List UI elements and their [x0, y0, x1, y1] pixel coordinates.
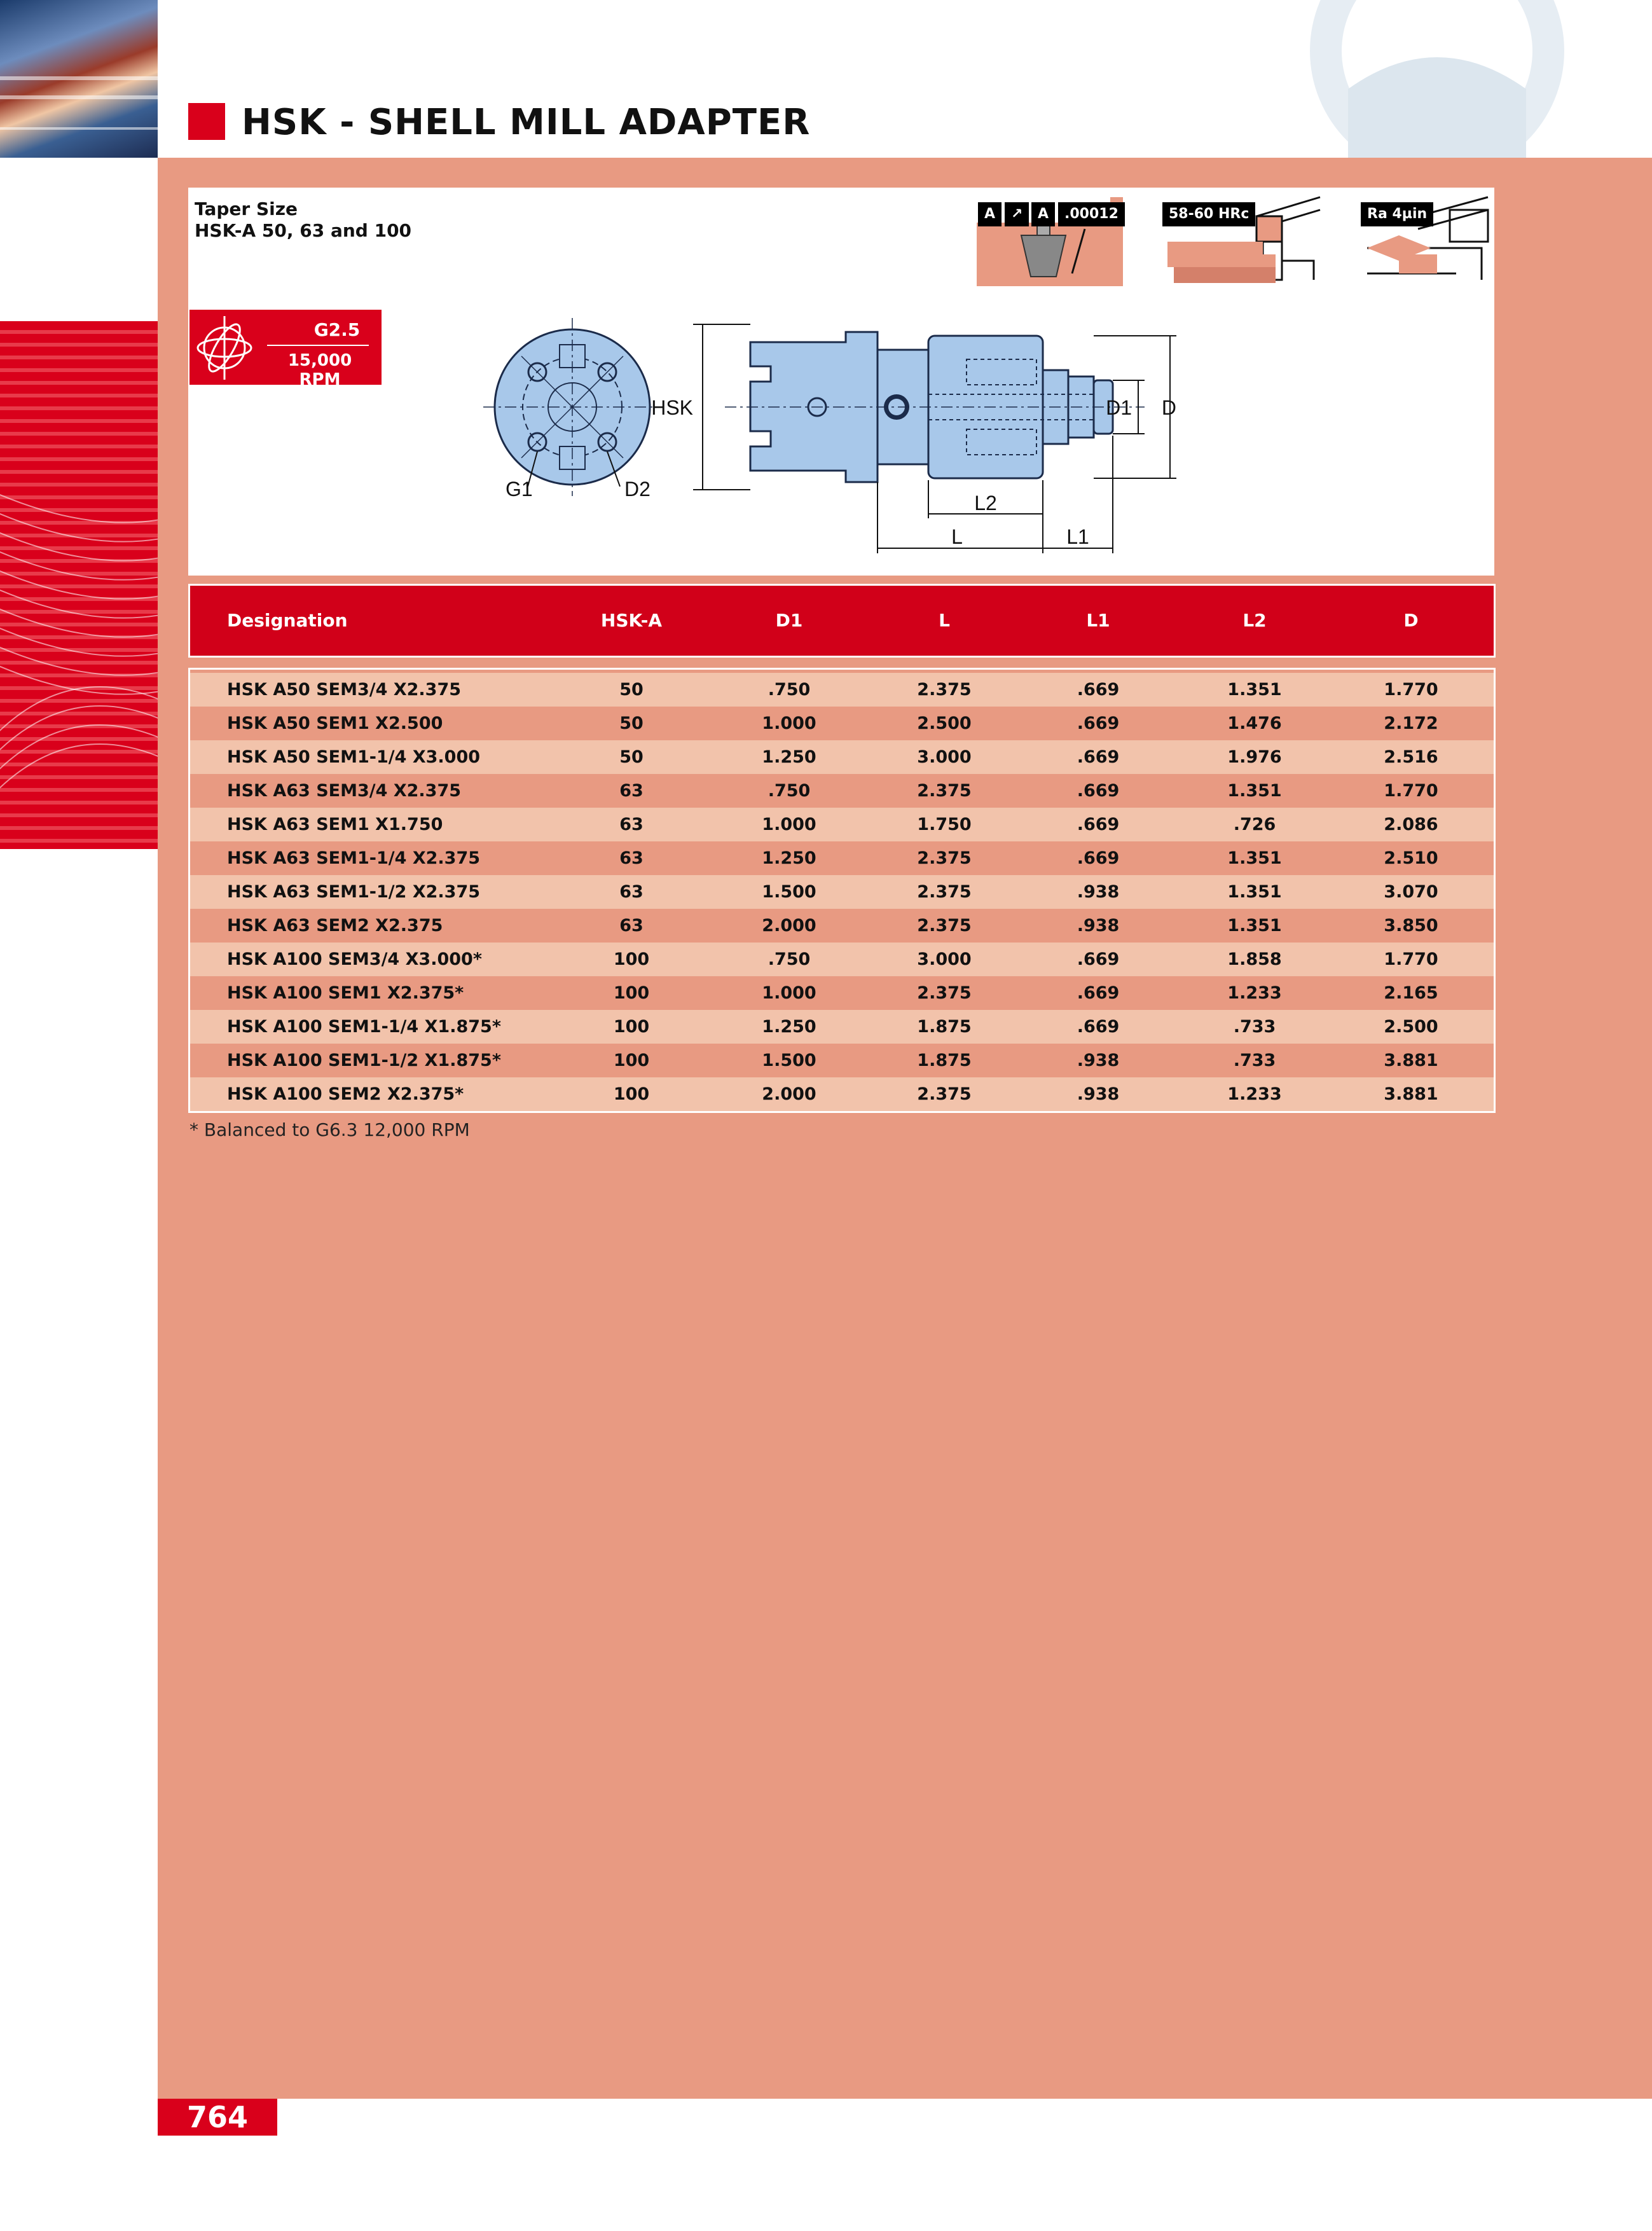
cell-l2: 1.351 [1227, 916, 1282, 936]
cell-hsk-a: 63 [619, 781, 644, 801]
cell-d1: .750 [767, 680, 811, 700]
taper-size-block [195, 198, 411, 242]
col-header-d: D [1403, 610, 1419, 631]
rowing-photo [0, 0, 158, 158]
table-row [190, 1010, 1494, 1044]
page-title: HSK - SHELL MILL ADAPTER [242, 102, 811, 143]
cell-d: 1.770 [1384, 680, 1438, 700]
balance-icon [189, 310, 259, 385]
cell-l: 2.375 [917, 1084, 972, 1104]
cell-l1: .938 [1077, 882, 1120, 902]
cell-designation: HSK A50 SEM3/4 X2.375 [227, 680, 462, 700]
cell-l2: .733 [1233, 1017, 1276, 1037]
cell-hsk-a: 63 [619, 848, 644, 868]
cell-l2: 1.858 [1227, 950, 1282, 969]
label-d1: D1 [1106, 396, 1132, 419]
table-row [190, 1077, 1494, 1111]
cell-d: 1.770 [1384, 950, 1438, 969]
title-marker [188, 103, 225, 140]
surface-finish-icon [1361, 191, 1494, 286]
cell-l: 1.750 [917, 815, 972, 834]
cell-d: 2.500 [1384, 1017, 1438, 1037]
cell-d: 2.086 [1384, 815, 1438, 834]
cell-l1: .938 [1077, 1051, 1120, 1070]
cell-designation: HSK A50 SEM1-1/4 X3.000 [227, 747, 481, 767]
cell-designation: HSK A100 SEM3/4 X3.000* [227, 950, 482, 969]
runout-ref: A [1031, 202, 1055, 226]
table-row [190, 707, 1494, 740]
label-d: D [1161, 396, 1176, 419]
cell-hsk-a: 63 [619, 916, 644, 936]
table-row [190, 943, 1494, 976]
cell-l1: .669 [1077, 848, 1120, 868]
cell-hsk-a: 100 [613, 1017, 650, 1037]
cell-d: 3.070 [1384, 882, 1438, 902]
cell-d1: 1.250 [762, 747, 816, 767]
cell-hsk-a: 50 [619, 714, 644, 733]
cell-d1: 1.500 [762, 882, 816, 902]
cell-l2: 1.233 [1227, 1084, 1282, 1104]
table-row [190, 976, 1494, 1010]
cell-d1: .750 [767, 781, 811, 801]
label-d2: D2 [624, 478, 650, 501]
cell-d: 3.850 [1384, 916, 1438, 936]
label-l: L [951, 525, 963, 548]
cell-l1: .669 [1077, 983, 1120, 1003]
badge-divider [267, 345, 369, 346]
cell-d1: 1.500 [762, 1051, 816, 1070]
table-row [190, 740, 1494, 774]
cell-d1: .750 [767, 950, 811, 969]
cell-l2: 1.976 [1227, 747, 1282, 767]
hardness-spec-icon [1161, 191, 1326, 286]
taper-size-heading: Taper Size [195, 198, 298, 219]
cell-l1: .938 [1077, 1084, 1120, 1104]
table-row [190, 1044, 1494, 1077]
table-row [190, 841, 1494, 875]
page-number: 764 [186, 2100, 249, 2134]
cell-l2: .726 [1233, 815, 1276, 834]
cell-designation: HSK A50 SEM1 X2.500 [227, 714, 443, 733]
cell-l: 2.375 [917, 848, 972, 868]
cell-l1: .669 [1077, 714, 1120, 733]
cell-l: 2.375 [917, 882, 972, 902]
cell-l: 2.500 [917, 714, 972, 733]
runout-value: .00012 [1058, 202, 1125, 226]
decorative-side-band [0, 321, 158, 849]
side-view [651, 324, 1176, 553]
table-row [190, 774, 1494, 808]
cell-d1: 1.250 [762, 1017, 816, 1037]
cell-designation: HSK A100 SEM1-1/4 X1.875* [227, 1017, 501, 1037]
adapter-drawing [483, 299, 1221, 560]
table-row [190, 909, 1494, 943]
cell-l1: .669 [1077, 1017, 1120, 1037]
cell-l: 1.875 [917, 1051, 972, 1070]
cell-d: 3.881 [1384, 1084, 1438, 1104]
hardness-label: 58-60 HRc [1162, 202, 1255, 226]
cell-hsk-a: 63 [619, 815, 644, 834]
cell-l1: .669 [1077, 680, 1120, 700]
cell-designation: HSK A100 SEM1-1/2 X1.875* [227, 1051, 501, 1070]
label-hsk: HSK [651, 396, 693, 419]
cell-d: 2.165 [1384, 983, 1438, 1003]
cell-l2: .733 [1233, 1051, 1276, 1070]
col-header-designation: Designation [227, 610, 348, 631]
cell-d1: 1.000 [762, 815, 816, 834]
cell-l: 2.375 [917, 983, 972, 1003]
runout-datum: A [978, 202, 1002, 226]
cell-d: 2.516 [1384, 747, 1438, 767]
balance-grade: G2.5 [313, 319, 361, 340]
cell-l2: 1.351 [1227, 680, 1282, 700]
cell-hsk-a: 100 [613, 983, 650, 1003]
cell-l: 1.875 [917, 1017, 972, 1037]
col-header-l: L [939, 610, 950, 631]
cell-d1: 2.000 [762, 1084, 816, 1104]
front-view [483, 318, 661, 501]
table-row [190, 875, 1494, 909]
col-header-l1: L1 [1086, 610, 1110, 631]
cell-designation: HSK A63 SEM2 X2.375 [227, 916, 443, 936]
cell-l2: 1.233 [1227, 983, 1282, 1003]
cell-d1: 1.000 [762, 714, 816, 733]
cell-l2: 1.351 [1227, 781, 1282, 801]
cell-hsk-a: 100 [613, 1051, 650, 1070]
taper-size-values: HSK-A 50, 63 and 100 [195, 220, 412, 241]
col-header-hsk-a: HSK-A [600, 610, 663, 631]
cell-hsk-a: 50 [619, 747, 644, 767]
cell-designation: HSK A63 SEM1-1/4 X2.375 [227, 848, 481, 868]
dimensions-table [188, 668, 1496, 1113]
cell-l2: 1.476 [1227, 714, 1282, 733]
col-header-l2: L2 [1242, 610, 1267, 631]
cell-hsk-a: 63 [619, 882, 644, 902]
cell-l1: .669 [1077, 747, 1120, 767]
cell-l2: 1.351 [1227, 882, 1282, 902]
cell-hsk-a: 100 [613, 1084, 650, 1104]
cell-d: 3.881 [1384, 1051, 1438, 1070]
cell-designation: HSK A100 SEM1 X2.375* [227, 983, 464, 1003]
cell-designation: HSK A63 SEM1-1/2 X2.375 [227, 882, 481, 902]
cell-d1: 2.000 [762, 916, 816, 936]
cell-hsk-a: 100 [613, 950, 650, 969]
cell-designation: HSK A100 SEM2 X2.375* [227, 1084, 464, 1104]
cell-l1: .938 [1077, 916, 1120, 936]
balance-rpm: 15,000 RPM [287, 351, 352, 389]
label-l1: L1 [1066, 525, 1089, 548]
table-header [188, 584, 1496, 658]
finish-label: Ra 4µin [1361, 202, 1433, 226]
cell-d: 2.172 [1384, 714, 1438, 733]
cell-d1: 1.250 [762, 848, 816, 868]
cell-l: 2.375 [917, 916, 972, 936]
cell-designation: HSK A63 SEM1 X1.750 [227, 815, 443, 834]
label-l2: L2 [974, 492, 997, 515]
cell-hsk-a: 50 [619, 680, 644, 700]
runout-symbol: ↗ [1005, 202, 1029, 226]
cell-l1: .669 [1077, 950, 1120, 969]
cell-d1: 1.000 [762, 983, 816, 1003]
footnote: * Balanced to G6.3 12,000 RPM [189, 1119, 470, 1140]
table-row [190, 808, 1494, 841]
cell-l2: 1.351 [1227, 848, 1282, 868]
cell-d: 2.510 [1384, 848, 1438, 868]
runout-spec-icon [977, 191, 1123, 286]
label-g1: G1 [506, 478, 533, 501]
cell-designation: HSK A63 SEM3/4 X2.375 [227, 781, 462, 801]
decorative-globe [1272, 0, 1652, 158]
table-row [190, 673, 1494, 707]
cell-l1: .669 [1077, 815, 1120, 834]
cell-d: 1.770 [1384, 781, 1438, 801]
cell-l1: .669 [1077, 781, 1120, 801]
col-header-d1: D1 [775, 610, 803, 631]
cell-l: 3.000 [917, 747, 972, 767]
cell-l: 3.000 [917, 950, 972, 969]
cell-l: 2.375 [917, 781, 972, 801]
cell-l: 2.375 [917, 680, 972, 700]
